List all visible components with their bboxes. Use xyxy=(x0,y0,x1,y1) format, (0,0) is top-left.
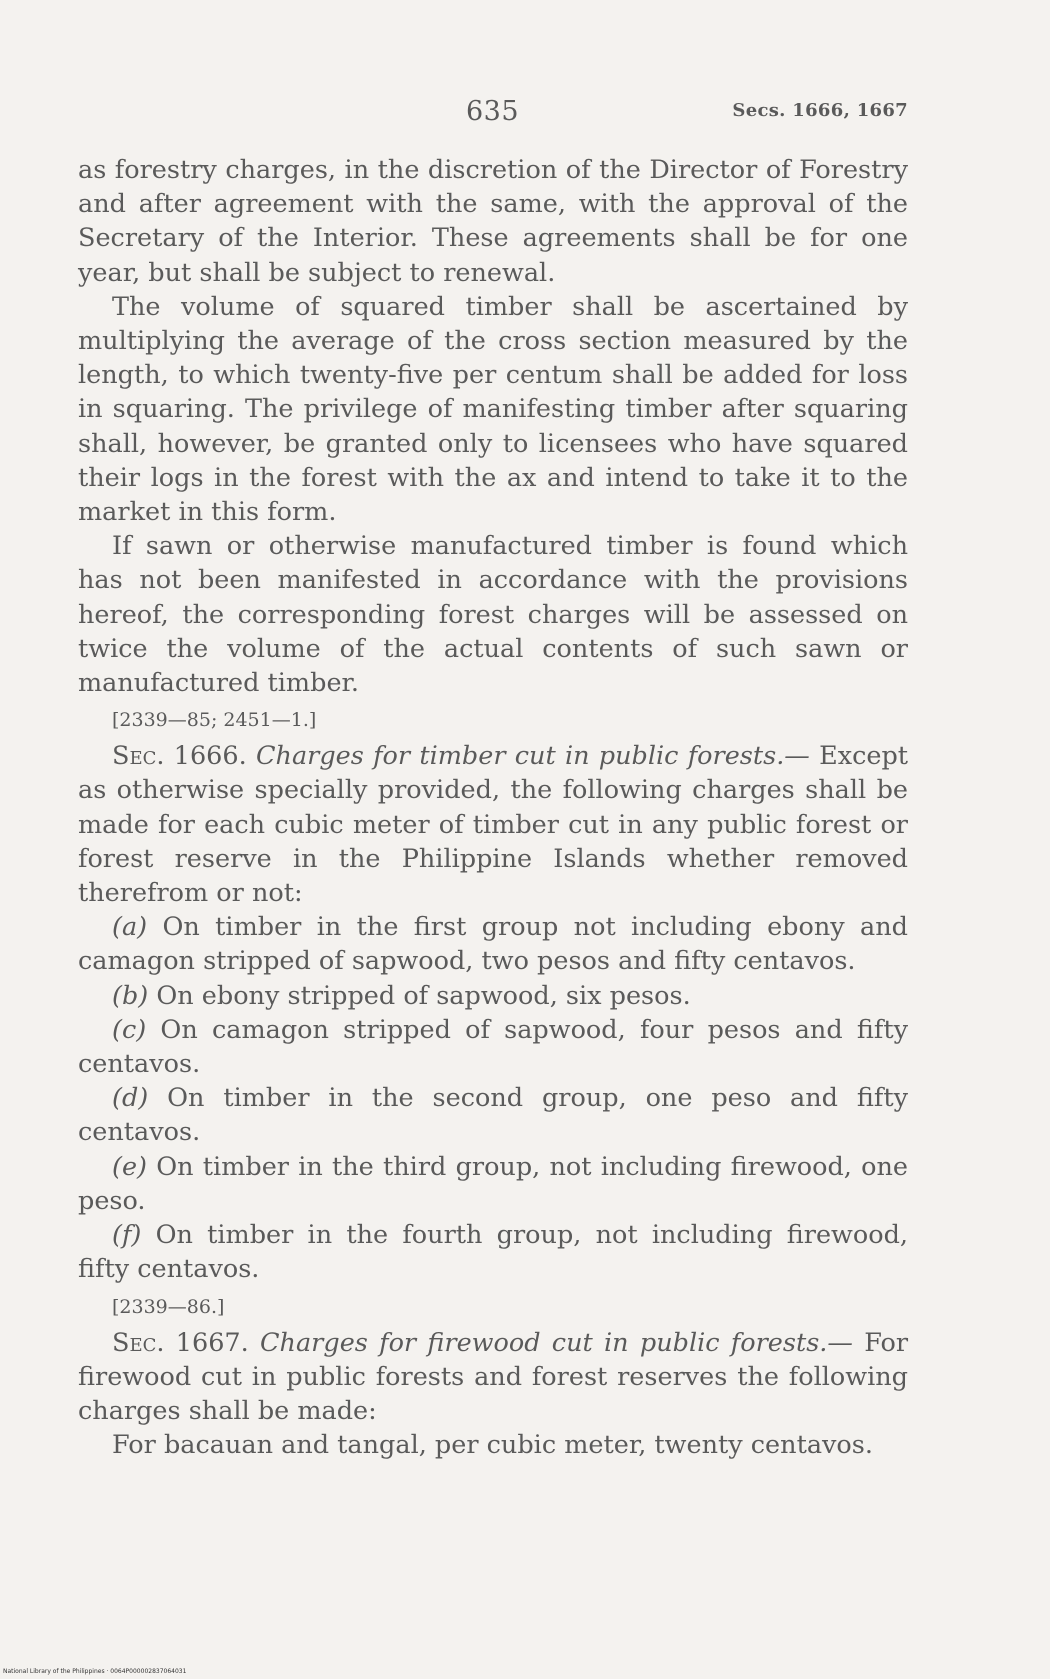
item-e xyxy=(78,1150,908,1218)
item-c-text: On camagon stripped of sapwood, four pesos and fifty centavos. xyxy=(78,1014,909,1080)
section-1666 xyxy=(78,739,908,910)
paragraph-continuation: as forestry charges, in the discretion of the Director of Forestry and after agreement with the same, with the approval of the Secretary of the Interior. These agreements shall be for one year, but shall be subject to renewal. xyxy=(78,155,908,288)
paragraph-bacauan: For bacauan and tangal, per cubic meter, twenty centavos. xyxy=(112,1430,873,1461)
running-head: Secs. 1666, 1667 xyxy=(732,100,908,121)
citation-1665: [2339—85; 2451—1.] xyxy=(112,709,317,732)
section-1666-caption: Charges for timber cut in public forests.— xyxy=(256,741,810,772)
section-1667 xyxy=(78,1326,908,1429)
item-b-letter: (b) xyxy=(112,980,149,1011)
page-number: 635 xyxy=(466,96,520,127)
item-f xyxy=(78,1218,908,1286)
paragraph-unmanifested-timber: If sawn or otherwise manufactured timber is found which has not been manifested in accordance with the provisions hereof, the corresponding forest charges will be assessed on twice the volume of the actual contents of such sawn or manufactured timber. xyxy=(78,531,908,699)
body-text xyxy=(78,153,908,1462)
item-c-letter: (c) xyxy=(112,1014,147,1045)
item-b xyxy=(78,979,908,1013)
section-1666-text: Except as otherwise specially provided, the following charges shall be made for each cubic meter of timber cut in any public forest or forest reserve in the Philippine Islands whether removed therefrom or not: xyxy=(78,741,909,909)
item-e-letter: (e) xyxy=(112,1151,147,1182)
item-f-letter: (f) xyxy=(112,1220,142,1251)
item-a-letter: (a) xyxy=(112,912,148,943)
item-f-text: On timber in the fourth group, not including firewood, fifty centavos. xyxy=(78,1220,908,1285)
item-d-text: On timber in the second group, one peso and fifty centavos. xyxy=(78,1083,908,1148)
library-stamp: National Library of the Philippines · 0064P000002837064031 xyxy=(3,1668,187,1675)
item-e-text: On timber in the third group, not including firewood, one peso. xyxy=(78,1151,908,1216)
section-1667-text: For firewood cut in public forests and forest reserves the following charges shall be made: xyxy=(78,1327,909,1426)
item-b-text: On ebony stripped of sapwood, six pesos. xyxy=(156,980,691,1011)
citation-1666: [2339—86.] xyxy=(112,1295,225,1318)
item-c xyxy=(78,1013,908,1081)
item-a xyxy=(78,910,908,978)
section-1667-caption: Charges for firewood cut in public forests.— xyxy=(260,1327,853,1358)
section-1666-label: Sec. 1666. xyxy=(112,741,247,772)
paragraph-squared-timber: The volume of squared timber shall be ascertained by multiplying the average of the cross section measured by the length, to which twenty-five per centum shall be added for loss in squaring. The privilege of manifesting timber after squaring shall, however, be granted only to licensees who have squared their logs in the forest with the ax and intend to take it to the market in this form. xyxy=(78,291,908,528)
section-1667-label: Sec. 1667. xyxy=(112,1327,249,1358)
item-d xyxy=(78,1081,908,1149)
item-d-letter: (d) xyxy=(112,1083,149,1114)
item-a-text: On timber in the first group not including ebony and camagon stripped of sapwood, two pesos and fifty centavos. xyxy=(78,912,909,977)
